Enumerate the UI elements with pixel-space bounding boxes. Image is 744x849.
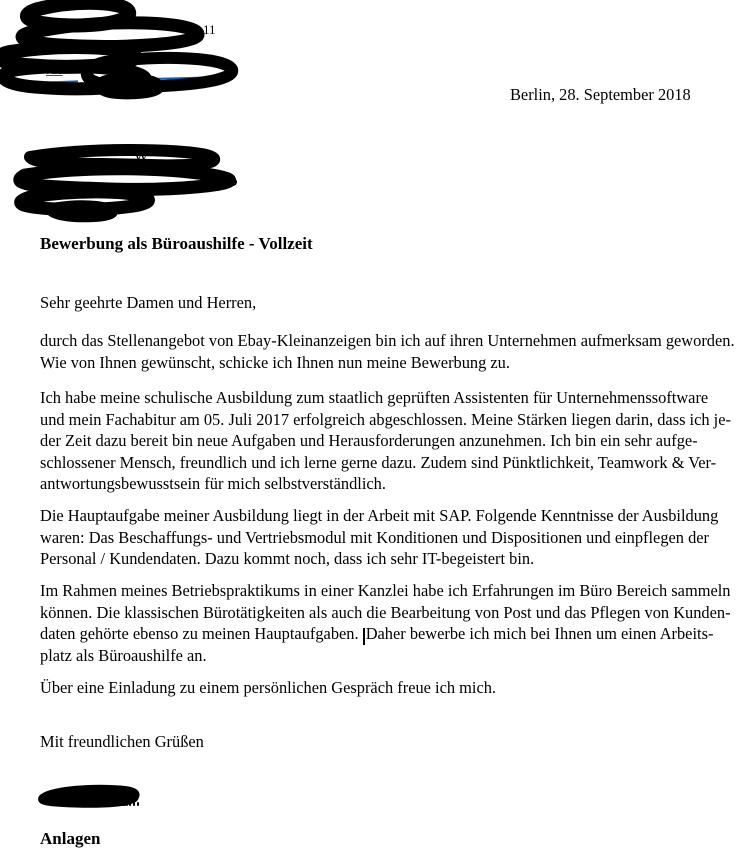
text-line: Die Hauptaufgabe meiner Ausbildung liegt in der Arbeit mit SAP. Folgende Kenntnisse der Ausbildung xyxy=(40,506,719,525)
text-line xyxy=(40,623,731,645)
text-line: platz als Büroaushilfe an. xyxy=(40,645,207,665)
text-cursor xyxy=(363,628,365,645)
redacted-text-fragment: L xyxy=(36,150,46,166)
regards-line: Mit freundlichen Grüßen xyxy=(40,732,204,751)
text-line: antwortungsbewusstsein für mich selbstverständlich. xyxy=(40,474,386,493)
paragraph-education xyxy=(40,387,731,495)
enclosures-label: Anlagen xyxy=(40,829,101,848)
text-line: und mein Fachabitur am 05. Juli 2017 erfolgreich abgeschlossen. Meine Stärken liegen darin, dass ich je- xyxy=(40,409,731,429)
subject-line: Bewerbung als Büroaushilfe - Vollzeit xyxy=(40,234,313,253)
text-line: können. Die klassischen Bürotätigkeiten als auch die Bearbeitung von Post und das Pflegen von Kunden- xyxy=(40,602,731,622)
text-segment: daten gehörte ebenso zu meinen Hauptaufgaben. xyxy=(40,624,363,643)
redacted-email-fragment: rde xyxy=(46,62,63,77)
text-line: der Zeit dazu bereit bin neue Aufgaben und Herausforderungen anzunehmen. Ich bin ein sehr aufge- xyxy=(40,431,698,450)
text-segment: Daher bewerbe ich mich bei Ihnen um einen Arbeits- xyxy=(365,624,714,643)
text-line: Ich habe meine schulische Ausbildung zum staatlich geprüften Assistenten für Unternehmenssoftware xyxy=(40,388,709,407)
text-line: waren: Das Beschaffungs- und Vertriebsmodul mit Konditionen und Dispositionen und einpflegen der xyxy=(40,527,710,547)
text-line: Wie von Ihnen gewünscht, schicke ich Ihnen nun meine Bewerbung zu. xyxy=(40,352,510,372)
redacted-text-fragment: 11 xyxy=(203,22,216,37)
text-line: durch das Stellenangebot von Ebay-Kleinanzeigen bin ich auf ihren Unternehmen aufmerksam geworden. xyxy=(40,331,735,350)
paragraph-internship xyxy=(40,580,731,666)
text-line: schlossener Mensch, freundlich und ich lerne gerne dazu. Zudem sind Pünktlichkeit, Teamwork & Ver- xyxy=(40,452,717,472)
redaction-scribble-recipient-address xyxy=(0,144,245,229)
closing-line: Über eine Einladung zu einem persönlichen Gespräch freue ich mich. xyxy=(40,678,497,697)
text-line: Personal / Kundendaten. Dazu kommt noch, dass ich sehr IT-begeistert bin. xyxy=(40,549,535,568)
scribble-strokes xyxy=(0,144,245,229)
salutation-line: Sehr geehrte Damen und Herren, xyxy=(40,293,257,312)
scribble-strokes xyxy=(0,0,250,100)
redacted-text-fragment: W xyxy=(134,149,149,165)
paragraph-intro xyxy=(40,330,735,373)
paragraph-sap-skills xyxy=(40,505,718,570)
scribble-strokes xyxy=(35,783,147,813)
redaction-scribble-sender-address xyxy=(0,0,250,100)
date-line: Berlin, 28. September 2018 xyxy=(510,85,691,104)
redaction-scribble-signature xyxy=(35,783,147,813)
text-line: Im Rahmen meines Betriebspraktikums in einer Kanzlei habe ich Erfahrungen im Büro Bereich sammeln xyxy=(40,581,731,600)
